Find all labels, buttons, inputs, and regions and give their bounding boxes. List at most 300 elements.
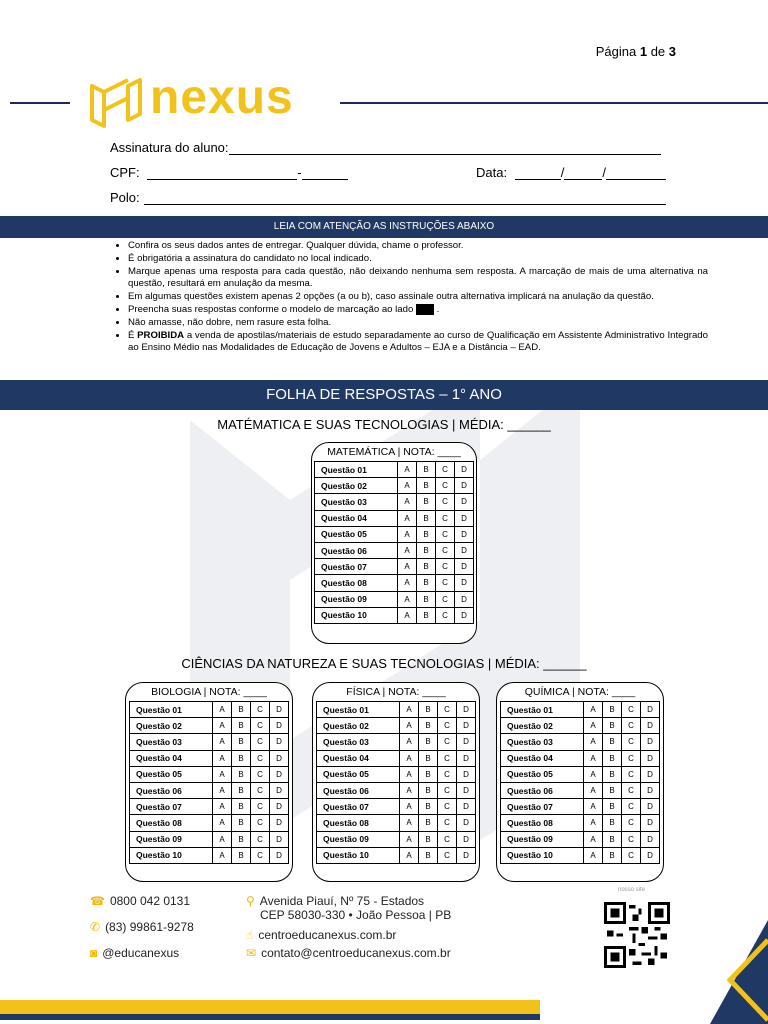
option-a-bubble[interactable]: A <box>584 799 603 815</box>
option-b-bubble[interactable]: B <box>232 734 251 750</box>
option-c-bubble[interactable]: C <box>622 766 641 782</box>
question-label: Questão 03 <box>130 734 213 750</box>
option-c-bubble[interactable]: C <box>438 799 457 815</box>
option-d-bubble[interactable]: D <box>270 766 289 782</box>
option-d-bubble[interactable]: D <box>641 750 660 766</box>
question-row <box>501 847 660 863</box>
question-row <box>315 559 474 575</box>
option-b-bubble[interactable]: B <box>417 559 436 575</box>
option-a-bubble[interactable]: A <box>584 766 603 782</box>
option-d-bubble[interactable]: D <box>455 559 474 575</box>
option-d-bubble[interactable]: D <box>641 782 660 798</box>
option-a-bubble[interactable]: A <box>400 750 419 766</box>
question-label: Questão 04 <box>315 510 398 526</box>
option-a-bubble[interactable]: A <box>398 607 417 623</box>
question-row <box>130 815 289 831</box>
answer-box-matematica <box>311 442 477 644</box>
option-a-bubble[interactable]: A <box>213 782 232 798</box>
option-d-bubble[interactable]: D <box>270 831 289 847</box>
option-c-bubble[interactable]: C <box>436 542 455 558</box>
option-b-bubble[interactable]: B <box>232 831 251 847</box>
option-d-bubble[interactable]: D <box>270 702 289 718</box>
option-a-bubble[interactable]: A <box>398 542 417 558</box>
footer-website[interactable]: ☝ centroeducanexus.com.br <box>246 928 397 942</box>
answer-box-title: MATEMÁTICA | NOTA: ____ <box>327 446 461 458</box>
question-row <box>130 831 289 847</box>
option-c-bubble[interactable]: C <box>438 718 457 734</box>
option-b-bubble[interactable]: B <box>417 575 436 591</box>
question-row <box>317 847 476 863</box>
instruction-item: • Marque apenas uma resposta para cada questão, não deixando nenhuma sem resposta. A marcação de mais de uma alternativa na questão, resultará em anulação da mesma. <box>128 266 708 292</box>
option-b-bubble[interactable]: B <box>603 702 622 718</box>
option-b-bubble[interactable]: B <box>232 750 251 766</box>
question-row <box>315 478 474 494</box>
cpf-field: CPF: - <box>110 165 348 180</box>
student-signature-label: Assinatura do aluno: <box>110 140 229 155</box>
option-a-bubble[interactable]: A <box>584 815 603 831</box>
question-row <box>501 702 660 718</box>
footer-instagram: ◙ @educanexus <box>90 946 180 960</box>
option-b-bubble[interactable]: B <box>419 702 438 718</box>
question-label: Questão 02 <box>501 718 584 734</box>
option-a-bubble[interactable]: A <box>584 831 603 847</box>
corner-decoration <box>690 900 768 1024</box>
instruction-item: • Preencha suas respostas conforme o modelo de marcação ao lado . <box>128 304 708 317</box>
instruction-item: • Não amasse, não dobre, nem rasure esta folha. <box>128 317 708 330</box>
question-label: Questão 03 <box>315 494 398 510</box>
option-c-bubble[interactable]: C <box>622 782 641 798</box>
question-label: Questão 04 <box>130 750 213 766</box>
instruction-item: • Confira os seus dados antes de entregar. Qualquer dúvida, chame o professor. <box>128 240 708 253</box>
header-rule-left <box>10 102 70 104</box>
option-c-bubble[interactable]: C <box>438 766 457 782</box>
option-c-bubble[interactable]: C <box>251 718 270 734</box>
option-a-bubble[interactable]: A <box>398 591 417 607</box>
answer-box-title: FÍSICA | NOTA: ____ <box>346 686 446 698</box>
option-b-bubble[interactable]: B <box>603 766 622 782</box>
option-d-bubble[interactable]: D <box>641 766 660 782</box>
option-b-bubble[interactable]: B <box>419 847 438 863</box>
option-a-bubble[interactable]: A <box>400 815 419 831</box>
polo-field <box>110 190 666 205</box>
option-d-bubble[interactable]: D <box>457 847 476 863</box>
mail-icon: ✉ <box>246 946 257 960</box>
option-d-bubble[interactable]: D <box>641 702 660 718</box>
question-label: Questão 06 <box>501 782 584 798</box>
question-label: Questão 05 <box>315 526 398 542</box>
pointer-icon: ☝ <box>246 928 254 942</box>
option-b-bubble[interactable]: B <box>417 462 436 478</box>
option-c-bubble[interactable]: C <box>438 831 457 847</box>
option-c-bubble[interactable]: C <box>251 782 270 798</box>
option-c-bubble[interactable]: C <box>438 734 457 750</box>
question-row <box>501 750 660 766</box>
option-d-bubble[interactable]: D <box>457 734 476 750</box>
question-label: Questão 10 <box>130 847 213 863</box>
option-a-bubble[interactable]: A <box>398 478 417 494</box>
option-d-bubble[interactable]: D <box>455 542 474 558</box>
question-row <box>130 750 289 766</box>
option-d-bubble[interactable]: D <box>270 815 289 831</box>
instruction-item: • É obrigatória a assinatura do candidato no local indicado. <box>128 253 708 266</box>
date-day-line[interactable] <box>515 168 561 180</box>
option-c-bubble[interactable]: C <box>251 702 270 718</box>
question-label: Questão 03 <box>317 734 400 750</box>
student-signature-line[interactable] <box>229 143 661 155</box>
answer-grid <box>316 701 476 864</box>
option-b-bubble[interactable]: B <box>603 847 622 863</box>
option-c-bubble[interactable]: C <box>251 831 270 847</box>
option-c-bubble[interactable]: C <box>251 734 270 750</box>
option-d-bubble[interactable]: D <box>457 831 476 847</box>
answer-sheet-banner: FOLHA DE RESPOSTAS – 1° ANO <box>0 380 768 410</box>
question-row <box>317 750 476 766</box>
question-row <box>130 766 289 782</box>
option-c-bubble[interactable]: C <box>436 575 455 591</box>
footer-address: ⚲ Avenida Piauí, Nº 75 - Estados CEP 58030-330 • João Pessoa | PB <box>246 894 452 922</box>
option-b-bubble[interactable]: B <box>417 526 436 542</box>
question-label: Questão 02 <box>317 718 400 734</box>
question-row <box>315 510 474 526</box>
question-label: Questão 09 <box>130 831 213 847</box>
option-b-bubble[interactable]: B <box>419 831 438 847</box>
answer-grid <box>129 701 289 864</box>
option-a-bubble[interactable]: A <box>398 494 417 510</box>
option-b-bubble[interactable]: B <box>419 782 438 798</box>
option-c-bubble[interactable]: C <box>436 591 455 607</box>
option-b-bubble[interactable]: B <box>417 510 436 526</box>
question-label: Questão 08 <box>315 575 398 591</box>
answer-grid <box>500 701 660 864</box>
instruction-item: • É PROIBIDA a venda de apostilas/materiais de estudo separadamente ao curso de Qualificação em Assistente Administrativo Integrado ao Ensino Médio nas Modalidades de Educação de Jovens e Adultos – EJA e a Distância – EAD. <box>128 330 708 356</box>
option-c-bubble[interactable]: C <box>438 782 457 798</box>
option-a-bubble[interactable]: A <box>213 766 232 782</box>
option-a-bubble[interactable]: A <box>398 526 417 542</box>
option-a-bubble[interactable]: A <box>584 734 603 750</box>
question-row <box>501 766 660 782</box>
option-d-bubble[interactable]: D <box>641 831 660 847</box>
option-d-bubble[interactable]: D <box>457 766 476 782</box>
option-d-bubble[interactable]: D <box>457 750 476 766</box>
option-d-bubble[interactable]: D <box>270 734 289 750</box>
question-row <box>315 494 474 510</box>
option-d-bubble[interactable]: D <box>455 526 474 542</box>
option-c-bubble[interactable]: C <box>622 847 641 863</box>
option-a-bubble[interactable]: A <box>400 782 419 798</box>
question-label: Questão 08 <box>501 815 584 831</box>
question-row <box>315 607 474 623</box>
option-a-bubble[interactable]: A <box>400 799 419 815</box>
option-a-bubble[interactable]: A <box>213 734 232 750</box>
question-row <box>501 734 660 750</box>
option-d-bubble[interactable]: D <box>455 478 474 494</box>
nexus-logo-icon <box>88 74 144 128</box>
option-c-bubble[interactable]: C <box>438 750 457 766</box>
question-label: Questão 10 <box>501 847 584 863</box>
option-b-bubble[interactable]: B <box>232 718 251 734</box>
option-c-bubble[interactable]: C <box>251 766 270 782</box>
option-b-bubble[interactable]: B <box>603 831 622 847</box>
option-d-bubble[interactable]: D <box>641 799 660 815</box>
question-label: Questão 02 <box>315 478 398 494</box>
option-c-bubble[interactable]: C <box>436 510 455 526</box>
question-label: Questão 04 <box>501 750 584 766</box>
footer-whatsapp: ✆ (83) 99861-9278 <box>90 920 194 934</box>
option-c-bubble[interactable]: C <box>438 815 457 831</box>
question-row <box>315 575 474 591</box>
option-d-bubble[interactable]: D <box>270 799 289 815</box>
date-month-line[interactable] <box>564 168 602 180</box>
option-a-bubble[interactable]: A <box>213 750 232 766</box>
question-row <box>315 542 474 558</box>
option-b-bubble[interactable]: B <box>603 734 622 750</box>
question-row <box>317 718 476 734</box>
footer-phone: ☎ 0800 042 0131 <box>90 894 191 908</box>
question-label: Questão 07 <box>501 799 584 815</box>
option-b-bubble[interactable]: B <box>417 542 436 558</box>
option-a-bubble[interactable]: A <box>400 702 419 718</box>
polo-line[interactable] <box>144 193 666 205</box>
header-rule-right <box>340 102 768 104</box>
question-label: Questão 08 <box>317 815 400 831</box>
question-label: Questão 10 <box>317 847 400 863</box>
question-row <box>501 831 660 847</box>
question-row <box>317 734 476 750</box>
option-d-bubble[interactable]: D <box>641 815 660 831</box>
option-d-bubble[interactable]: D <box>270 847 289 863</box>
question-row <box>317 815 476 831</box>
option-d-bubble[interactable]: D <box>455 607 474 623</box>
option-c-bubble[interactable]: C <box>622 718 641 734</box>
option-c-bubble[interactable]: C <box>251 815 270 831</box>
question-row <box>315 526 474 542</box>
question-row <box>130 799 289 815</box>
option-a-bubble[interactable]: A <box>398 462 417 478</box>
option-c-bubble[interactable]: C <box>622 831 641 847</box>
marking-model-swatch <box>416 304 434 315</box>
question-label: Questão 04 <box>317 750 400 766</box>
nexus-logo-text: nexus <box>150 71 294 124</box>
date-field: Data: / / <box>476 165 666 180</box>
student-signature-field <box>110 140 661 155</box>
option-a-bubble[interactable]: A <box>213 815 232 831</box>
option-b-bubble[interactable]: B <box>603 782 622 798</box>
question-row <box>501 815 660 831</box>
answer-box-biologia <box>125 682 293 882</box>
qr-label: nosso site <box>618 887 646 893</box>
option-b-bubble[interactable]: B <box>419 734 438 750</box>
question-label: Questão 06 <box>317 782 400 798</box>
question-row <box>130 847 289 863</box>
question-label: Questão 02 <box>130 718 213 734</box>
cpf-digit-line[interactable] <box>302 168 348 180</box>
option-a-bubble[interactable]: A <box>213 831 232 847</box>
option-c-bubble[interactable]: C <box>436 462 455 478</box>
option-b-bubble[interactable]: B <box>419 718 438 734</box>
phone-icon: ☎ <box>90 894 105 908</box>
instagram-icon: ◙ <box>90 946 98 960</box>
option-b-bubble[interactable]: B <box>417 478 436 494</box>
question-row <box>317 702 476 718</box>
question-label: Questão 09 <box>317 831 400 847</box>
option-a-bubble[interactable]: A <box>584 750 603 766</box>
option-c-bubble[interactable]: C <box>622 702 641 718</box>
option-d-bubble[interactable]: D <box>270 718 289 734</box>
option-a-bubble[interactable]: A <box>213 799 232 815</box>
question-label: Questão 01 <box>130 702 213 718</box>
question-row <box>130 782 289 798</box>
option-b-bubble[interactable]: B <box>417 607 436 623</box>
date-year-line[interactable] <box>606 168 666 180</box>
option-a-bubble[interactable]: A <box>400 734 419 750</box>
option-b-bubble[interactable]: B <box>603 718 622 734</box>
option-d-bubble[interactable]: D <box>457 702 476 718</box>
question-row <box>501 782 660 798</box>
option-d-bubble[interactable]: D <box>270 750 289 766</box>
footer-email[interactable]: ✉ contato@centroeducanexus.com.br <box>246 946 451 960</box>
option-b-bubble[interactable]: B <box>232 847 251 863</box>
option-a-bubble[interactable]: A <box>400 766 419 782</box>
question-label: Questão 03 <box>501 734 584 750</box>
question-row <box>317 799 476 815</box>
question-label: Questão 06 <box>315 542 398 558</box>
option-c-bubble[interactable]: C <box>251 847 270 863</box>
option-b-bubble[interactable]: B <box>603 815 622 831</box>
instruction-item: • Em algumas questões existem apenas 2 opções (a ou b), caso assinale outra alternativa implicará na anulação da questão. <box>128 291 708 304</box>
question-label: Questão 10 <box>315 607 398 623</box>
option-c-bubble[interactable]: C <box>251 799 270 815</box>
option-d-bubble[interactable]: D <box>455 591 474 607</box>
option-a-bubble[interactable]: A <box>400 831 419 847</box>
qr-code[interactable] <box>604 902 670 968</box>
option-d-bubble[interactable]: D <box>455 510 474 526</box>
option-b-bubble[interactable]: B <box>232 782 251 798</box>
option-d-bubble[interactable]: D <box>457 718 476 734</box>
question-label: Questão 05 <box>317 766 400 782</box>
answer-box-title: BIOLOGIA | NOTA: ____ <box>151 686 267 698</box>
question-row <box>317 782 476 798</box>
question-row <box>130 734 289 750</box>
question-label: Questão 09 <box>501 831 584 847</box>
question-row <box>315 462 474 478</box>
option-b-bubble[interactable]: B <box>603 750 622 766</box>
question-label: Questão 07 <box>317 799 400 815</box>
question-label: Questão 01 <box>501 702 584 718</box>
option-d-bubble[interactable]: D <box>457 799 476 815</box>
option-b-bubble[interactable]: B <box>232 766 251 782</box>
option-a-bubble[interactable]: A <box>213 847 232 863</box>
question-label: Questão 07 <box>315 559 398 575</box>
option-a-bubble[interactable]: A <box>213 718 232 734</box>
option-b-bubble[interactable]: B <box>603 799 622 815</box>
option-c-bubble[interactable]: C <box>251 750 270 766</box>
option-b-bubble[interactable]: B <box>232 799 251 815</box>
question-row <box>317 766 476 782</box>
option-b-bubble[interactable]: B <box>419 750 438 766</box>
science-section-title: CIÊNCIAS DA NATUREZA E SUAS TECNOLOGIAS | MÉDIA: ______ <box>181 656 587 671</box>
question-row <box>501 718 660 734</box>
option-d-bubble[interactable]: D <box>457 815 476 831</box>
option-d-bubble[interactable]: D <box>455 462 474 478</box>
option-a-bubble[interactable]: A <box>213 702 232 718</box>
option-b-bubble[interactable]: B <box>232 702 251 718</box>
option-b-bubble[interactable]: B <box>419 766 438 782</box>
option-c-bubble[interactable]: C <box>622 750 641 766</box>
cpf-line[interactable] <box>147 168 297 180</box>
answer-grid <box>314 461 474 624</box>
option-a-bubble[interactable]: A <box>398 559 417 575</box>
option-d-bubble[interactable]: D <box>455 575 474 591</box>
option-d-bubble[interactable]: D <box>641 718 660 734</box>
option-a-bubble[interactable]: A <box>398 575 417 591</box>
question-label: Questão 09 <box>315 591 398 607</box>
instructions-banner: LEIA COM ATENÇÃO AS INSTRUÇÕES ABAIXO <box>0 216 768 238</box>
option-d-bubble[interactable]: D <box>270 782 289 798</box>
option-c-bubble[interactable]: C <box>438 847 457 863</box>
option-a-bubble[interactable]: A <box>584 847 603 863</box>
question-label: Questão 07 <box>130 799 213 815</box>
question-row <box>315 591 474 607</box>
answer-box-quimica <box>496 682 664 882</box>
question-label: Questão 05 <box>130 766 213 782</box>
option-a-bubble[interactable]: A <box>400 718 419 734</box>
question-row <box>130 702 289 718</box>
question-row <box>130 718 289 734</box>
option-c-bubble[interactable]: C <box>622 734 641 750</box>
option-b-bubble[interactable]: B <box>232 815 251 831</box>
question-row <box>317 831 476 847</box>
question-row <box>501 799 660 815</box>
option-d-bubble[interactable]: D <box>641 847 660 863</box>
option-c-bubble[interactable]: C <box>436 478 455 494</box>
whatsapp-icon: ✆ <box>90 920 101 934</box>
footer-stripes <box>0 990 768 1024</box>
option-d-bubble[interactable]: D <box>455 494 474 510</box>
option-a-bubble[interactable]: A <box>584 782 603 798</box>
option-a-bubble[interactable]: A <box>584 718 603 734</box>
option-d-bubble[interactable]: D <box>641 734 660 750</box>
answer-box-fisica <box>312 682 480 882</box>
option-c-bubble[interactable]: C <box>438 702 457 718</box>
question-label: Questão 06 <box>130 782 213 798</box>
option-b-bubble[interactable]: B <box>417 591 436 607</box>
option-b-bubble[interactable]: B <box>419 799 438 815</box>
option-b-bubble[interactable]: B <box>417 494 436 510</box>
option-c-bubble[interactable]: C <box>622 815 641 831</box>
date-label: Data: <box>476 165 508 180</box>
location-pin-icon: ⚲ <box>246 894 255 908</box>
option-b-bubble[interactable]: B <box>419 815 438 831</box>
option-d-bubble[interactable]: D <box>457 782 476 798</box>
math-section-title: MATÉMATICA E SUAS TECNOLOGIAS | MÉDIA: ______ <box>217 417 551 432</box>
option-c-bubble[interactable]: C <box>622 799 641 815</box>
question-label: Questão 08 <box>130 815 213 831</box>
question-label: Questão 01 <box>315 462 398 478</box>
question-label: Questão 01 <box>317 702 400 718</box>
option-c-bubble[interactable]: C <box>436 494 455 510</box>
option-a-bubble[interactable]: A <box>400 847 419 863</box>
option-c-bubble[interactable]: C <box>436 526 455 542</box>
answer-box-title: QUÍMICA | NOTA: ____ <box>524 686 636 698</box>
instructions-list <box>110 240 708 355</box>
question-label: Questão 05 <box>501 766 584 782</box>
option-c-bubble[interactable]: C <box>436 559 455 575</box>
option-a-bubble[interactable]: A <box>398 510 417 526</box>
option-a-bubble[interactable]: A <box>584 702 603 718</box>
polo-label: Polo: <box>110 190 140 205</box>
cpf-label: CPF: <box>110 165 140 180</box>
option-c-bubble[interactable]: C <box>436 607 455 623</box>
